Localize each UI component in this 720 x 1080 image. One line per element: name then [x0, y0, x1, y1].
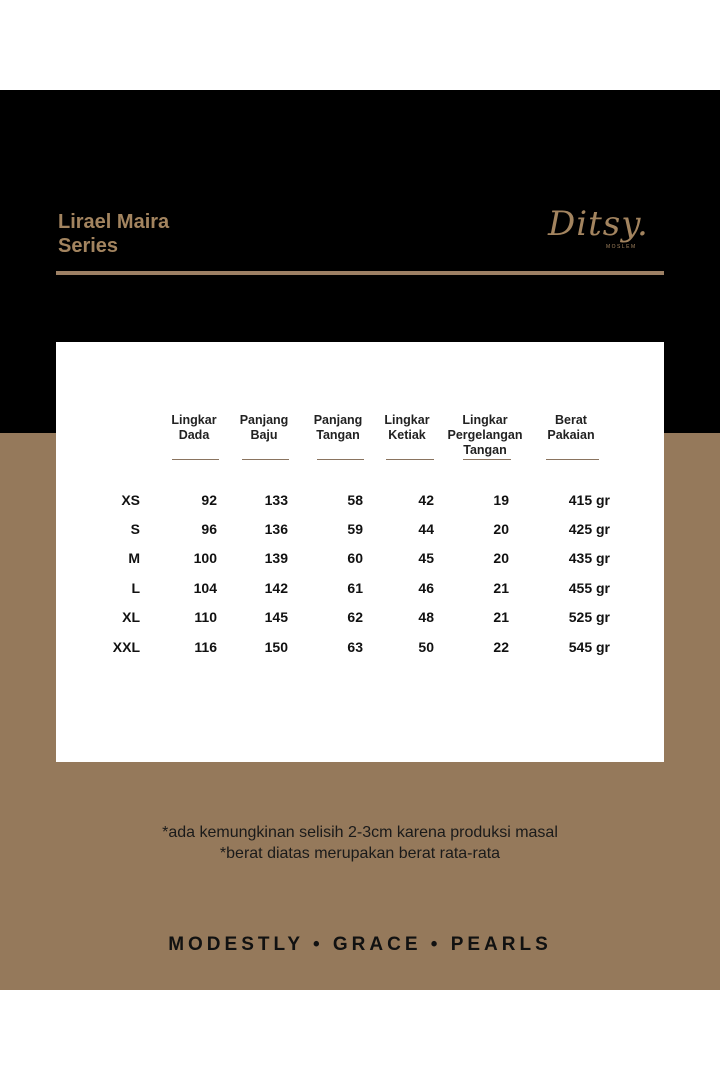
table-cell: 20 [493, 521, 509, 537]
table-cell: 139 [264, 550, 288, 566]
column-header-line: Panjang [313, 413, 363, 427]
size-chart-card [56, 342, 664, 762]
column-header-lingkar-ketiak [379, 413, 435, 443]
header-divider [56, 271, 664, 275]
column-header-line: Pakaian [547, 428, 595, 442]
column-header-line: Dada [178, 428, 210, 442]
table-cell: 48 [418, 609, 434, 625]
series-title [58, 210, 169, 258]
brand-logo-script: Ditsy. [548, 204, 649, 244]
size-label: XS [121, 492, 140, 508]
column-header-lingkar-pergelangan-tangan [444, 413, 526, 458]
column-header-line: Panjang [239, 413, 289, 427]
column-header-line: Tangan [316, 428, 360, 442]
column-header-underline [463, 459, 511, 460]
table-cell: 110 [194, 609, 217, 625]
table-cell: 19 [493, 492, 509, 508]
table-cell: 21 [493, 609, 509, 625]
size-label: M [128, 550, 140, 566]
table-cell: 44 [418, 521, 434, 537]
table-cell: 59 [347, 521, 363, 537]
table-cell: 455 gr [568, 580, 610, 596]
table-cell: 142 [264, 580, 288, 596]
footnote-tolerance: *ada kemungkinan selisih 2-3cm karena produksi masal [162, 824, 558, 841]
size-label: XL [122, 609, 140, 625]
table-cell: 45 [418, 550, 434, 566]
table-cell: 63 [347, 639, 363, 655]
table-cell: 46 [418, 580, 434, 596]
brand-logo [548, 204, 668, 256]
column-header-underline [317, 459, 364, 460]
column-header-line: Baju [250, 428, 278, 442]
footnote-weight: *berat diatas merupakan berat rata-rata [219, 845, 501, 862]
table-cell: 42 [418, 492, 434, 508]
table-cell: 525 gr [568, 609, 610, 625]
size-label: L [131, 580, 140, 596]
column-header-panjang-tangan [310, 413, 366, 443]
size-label: XXL [112, 639, 140, 655]
table-cell: 58 [347, 492, 363, 508]
column-header-line: Tangan [463, 443, 507, 457]
series-title-line1: Lirael Maira [58, 211, 170, 233]
size-label: S [130, 521, 140, 537]
table-cell: 150 [264, 639, 288, 655]
table-cell: 104 [193, 580, 217, 596]
table-cell: 116 [194, 639, 217, 655]
table-cell: 435 gr [568, 550, 610, 566]
footnotes [0, 822, 720, 864]
brand-tagline: MODESTLY • GRACE • PEARLS [168, 934, 552, 955]
table-cell: 50 [418, 639, 434, 655]
table-cell: 96 [201, 521, 217, 537]
column-header-line: Berat [555, 413, 587, 427]
table-cell: 20 [493, 550, 509, 566]
table-cell: 61 [347, 580, 363, 596]
column-header-line: Lingkar [171, 413, 217, 427]
table-cell: 62 [347, 609, 363, 625]
column-header-underline [546, 459, 599, 460]
table-cell: 425 gr [568, 521, 610, 537]
column-header-lingkar-dada [166, 413, 222, 443]
table-cell: 92 [201, 492, 217, 508]
column-header-panjang-baju [236, 413, 292, 443]
table-cell: 21 [493, 580, 509, 596]
table-cell: 60 [347, 550, 363, 566]
table-cell: 22 [493, 639, 509, 655]
column-header-line: Ketiak [388, 428, 426, 442]
column-header-underline [386, 459, 434, 460]
table-cell: 145 [264, 609, 288, 625]
column-header-underline [242, 459, 289, 460]
table-cell: 100 [193, 550, 217, 566]
series-title-line2: Series [58, 235, 119, 257]
brand-logo-sub: MOSLEM [606, 244, 637, 250]
table-cell: 545 gr [568, 639, 610, 655]
column-header-underline [172, 459, 219, 460]
table-cell: 136 [264, 521, 288, 537]
column-header-line: Lingkar [462, 413, 508, 427]
table-cell: 415 gr [568, 492, 610, 508]
column-header-line: Pergelangan [447, 428, 523, 442]
table-cell: 133 [264, 492, 288, 508]
column-header-line: Lingkar [384, 413, 430, 427]
column-header-berat-pakaian [543, 413, 599, 443]
